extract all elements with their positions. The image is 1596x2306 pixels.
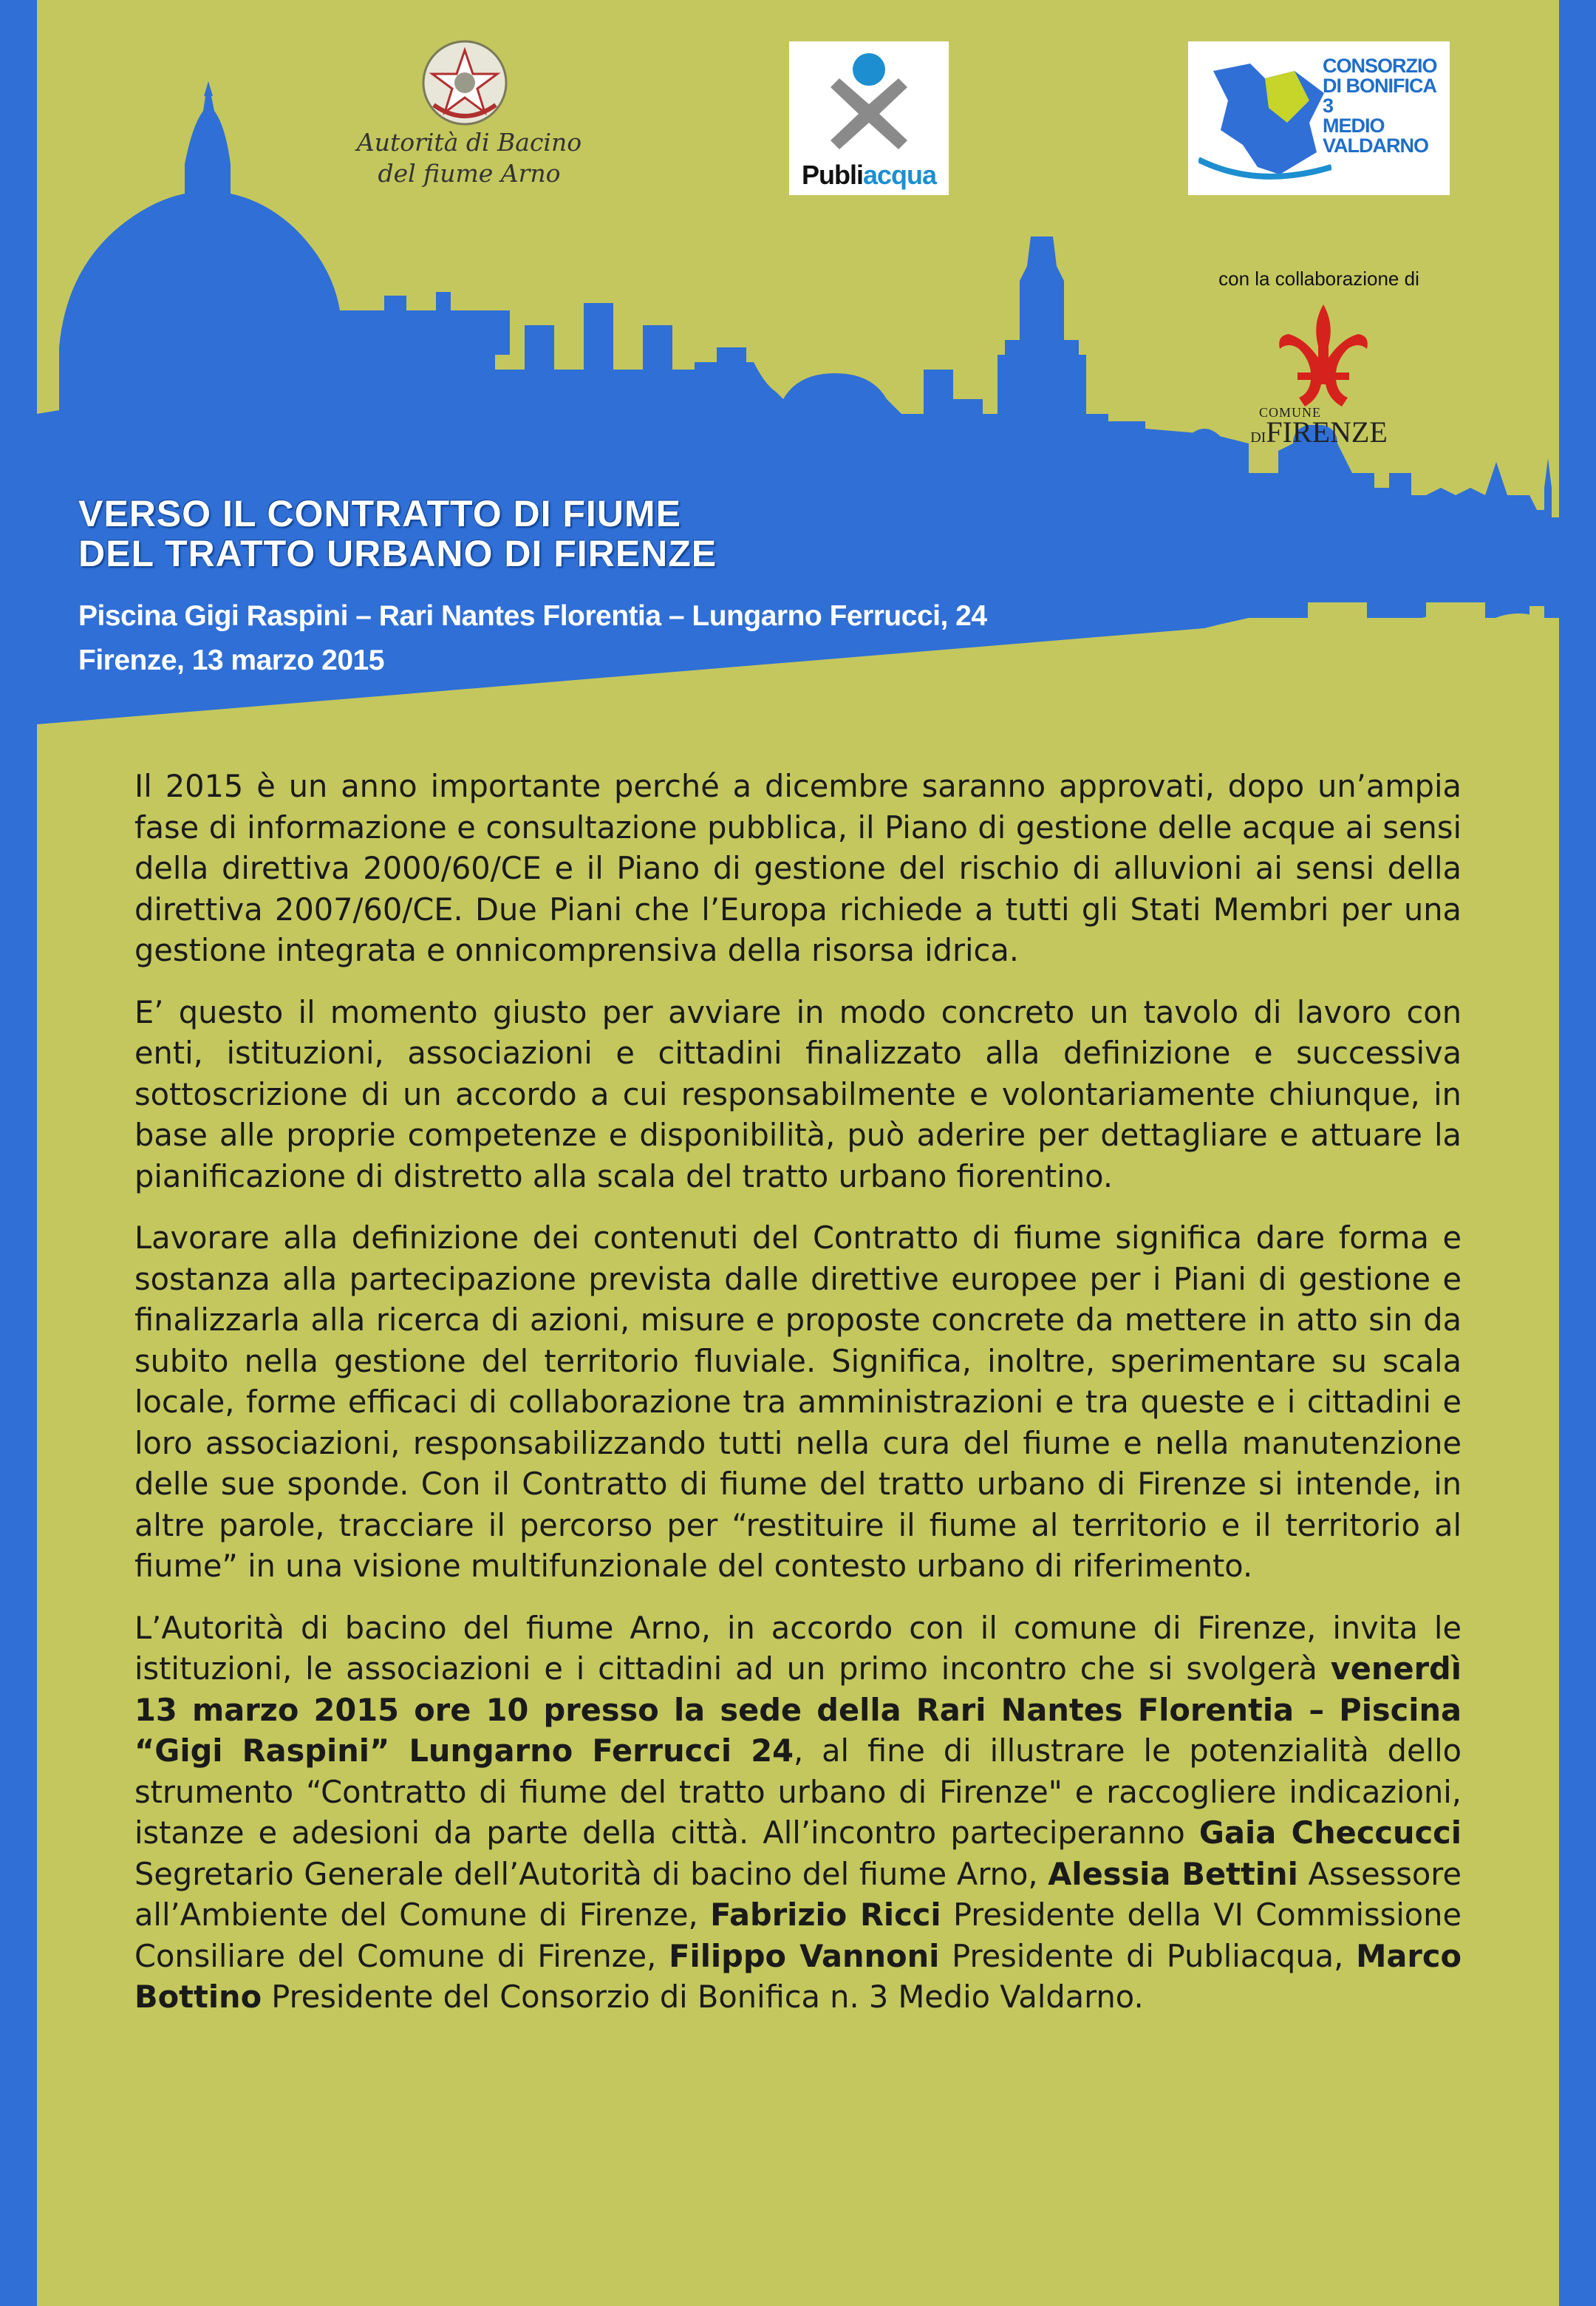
- event-date: Firenze, 13 marzo 2015: [78, 644, 384, 676]
- paragraph-2: E’ questo il momento giusto per avviare in modo concreto un tavolo di lavoro con enti, istituzioni, associazioni e cittadini finalizzato alla definizione e successiva sottoscrizione di un accordo a cui responsabilmente e volontariamente chiunque, in base alle proprie competenze e disponibilità, può aderire per dettagliare e attuare la pianificazione di distretto alla scala del tratto urbano fiorentino.: [134, 993, 1462, 1194]
- paragraph-3: Lavorare alla definizione dei contenuti del Contratto di fiume significa dare forma e sostanza alla partecipazione prevista dalle direttive europee per i Piani di gestione e finalizzarla alla ricerca di azioni, misure e proposte concrete da mettere in atto sin da subito nella gestione del territorio fluviale. Significa, inoltre, sperimentare su scala locale, forme efficaci di collaborazione tra amministrazioni e tra queste e i cittadini e loro associazioni, responsabilizzando tutti nella cura del fiume e nella manutenzione delle sue sponde. Con il Contratto di fiume del tratto urbano di Firenze si intende, in altre parole, tracciare il percorso per “restituire il fiume al territorio e il territorio al fiume” in una visione multifunzionale del contesto urbano di riferimento.: [134, 1220, 1462, 1584]
- p4-text-3: Segretario Generale dell’Autorità di bacino del fiume Arno,: [134, 1855, 1048, 1892]
- comune-label: COMUNE: [1259, 405, 1322, 420]
- flyer-page: [37, 0, 1559, 2306]
- republic-emblem-icon: [419, 37, 511, 129]
- collaboration-label: con la collaborazione di: [1218, 268, 1419, 290]
- publiacqua-logo: [789, 41, 949, 195]
- publiacqua-wordmark: [789, 160, 949, 191]
- publiacqua-figure-icon: [819, 49, 919, 152]
- consorzio-name: CONSORZIO DI BONIFICA 3 MEDIO VALDARNO: [1323, 55, 1437, 157]
- consorzio-bonifica-logo: [1188, 41, 1450, 195]
- comune-firenze-wordmark: [1227, 405, 1411, 449]
- p4-text-4: Assessore all’Ambiente del Comune di Firenze,: [134, 1855, 1462, 1933]
- p4-text-1: L’Autorità di bacino del fiume Arno, in accordo con il comune di Firenze, invita le istituzioni, le associazioni e i cittadini ad un primo incontro che si svolgerà: [134, 1609, 1462, 1687]
- autorita-bacino-name: Autorità di Bacino del fiume Arno: [356, 128, 582, 188]
- p4-text-7: Presidente del Consorzio di Bonifica n. 3 Medio Valdarno.: [262, 1979, 1144, 2015]
- event-title: VERSO IL CONTRATTO DI FIUME DEL TRATTO URBANO DI FIRENZE: [78, 493, 717, 574]
- florentine-lily-icon: [1275, 302, 1371, 409]
- speaker-name-5: Marco Bottino: [134, 1937, 1462, 2015]
- event-datetime-venue: venerdì 13 marzo 2015 ore 10 presso la sede della Rari Nantes Florentia – Piscina “Gigi Raspini” Lungarno Ferrucci 24: [134, 1650, 1462, 1769]
- tuscany-map-icon: [1198, 49, 1331, 189]
- speaker-name-4: Filippo Vannoni: [669, 1937, 940, 1974]
- speaker-name-3: Fabrizio Ricci: [710, 1897, 941, 1933]
- p4-text-5: Presidente della VI Commissione Consiliare del Comune di Firenze,: [134, 1897, 1462, 1974]
- firenze-label: [1227, 415, 1411, 449]
- body-text: [134, 766, 1462, 2038]
- publiacqua-word-part1: Publi: [801, 160, 863, 190]
- paragraph-4: [134, 1608, 1462, 2018]
- publiacqua-word-part2: acqua: [862, 160, 937, 190]
- event-location: Piscina Gigi Raspini – Rari Nantes Florentia – Lungarno Ferrucci, 24: [78, 600, 987, 632]
- speaker-name-1: Gaia Checcucci: [1198, 1814, 1462, 1851]
- paragraph-1: Il 2015 è un anno importante perché a dicembre saranno approvati, dopo un’ampia fase di informazione e consultazione pubblica, il Piano di gestione delle acque ai sensi della direttiva 2000/60/CE e il Piano di gestione del rischio di alluvioni ai sensi della direttiva 2007/60/CE. Due Piani che l’Europa richiede a tutti gli Stati Membri per una gestione integrata e onnicomprensiva della risorsa idrica.: [134, 768, 1462, 968]
- firenze-word: FIRENZE: [1266, 415, 1388, 449]
- speaker-name-2: Alessia Bettini: [1048, 1855, 1298, 1892]
- p4-text-6: Presidente di Publiacqua,: [939, 1937, 1357, 1974]
- p4-text-2: , al fine di illustrare le potenzialità dello strumento “Contratto di fiume del tratto urbano di Firenze" e raccogliere indicazioni, istanze e adesioni da parte della città. All’incontro parteciperanno: [134, 1732, 1462, 1851]
- firenze-prefix: DI: [1250, 429, 1266, 446]
